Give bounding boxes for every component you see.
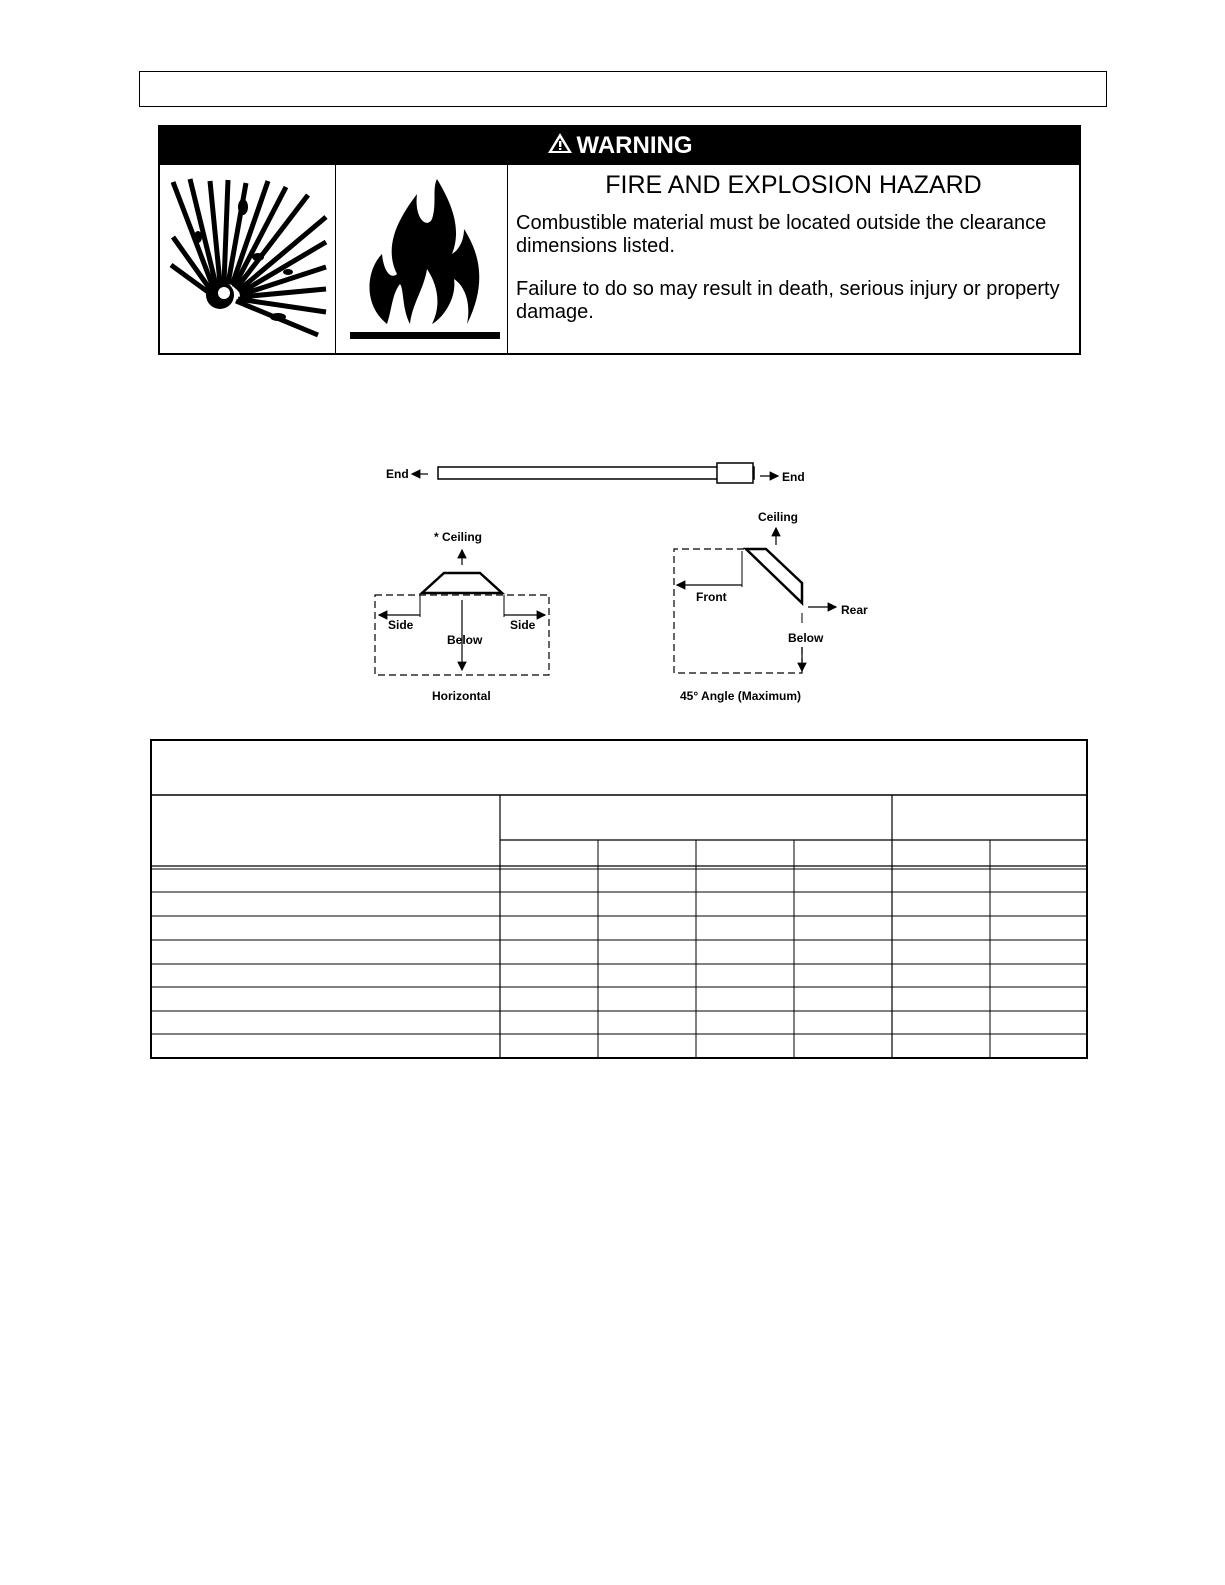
warning-bar bbox=[160, 127, 1079, 165]
horizontal-below-label: Below bbox=[447, 633, 483, 647]
warning-paragraph-2: Failure to do so may result in death, serious injury or property damage. bbox=[516, 278, 1060, 323]
angle-rear-label: Rear bbox=[841, 603, 868, 617]
angle-ceiling-label: Ceiling bbox=[758, 510, 799, 524]
horizontal-ceiling-label: * Ceiling bbox=[434, 530, 483, 544]
angle-below-label: Below bbox=[788, 631, 824, 645]
warning-signal-word: WARNING bbox=[576, 132, 693, 159]
heater-tube bbox=[438, 467, 754, 479]
angle-caption: 45° Angle (Maximum) bbox=[680, 689, 802, 703]
angle-front-label: Front bbox=[696, 590, 727, 604]
clearance-table bbox=[150, 739, 1088, 1059]
horizontal-side-left-label: Side bbox=[388, 618, 414, 632]
horizontal-diagram bbox=[375, 530, 549, 703]
end-right-label: End bbox=[782, 470, 805, 484]
warning-box bbox=[158, 125, 1081, 355]
horizontal-side-right-label: Side bbox=[510, 618, 536, 632]
horizontal-caption: Horizontal bbox=[432, 689, 491, 703]
explosion-icon bbox=[160, 165, 336, 353]
warning-headline: FIRE AND EXPLOSION HAZARD bbox=[605, 171, 982, 199]
page-header-box bbox=[139, 71, 1107, 107]
angle-diagram bbox=[674, 510, 868, 703]
fire-icon bbox=[336, 165, 508, 353]
burner-box bbox=[717, 463, 753, 483]
warning-paragraph-1: Combustible material must be located outside the clearance dimensions listed. bbox=[516, 212, 1047, 257]
clearance-diagram bbox=[370, 455, 890, 715]
warning-triangle-icon bbox=[547, 132, 573, 161]
end-left-label: End bbox=[386, 467, 409, 481]
